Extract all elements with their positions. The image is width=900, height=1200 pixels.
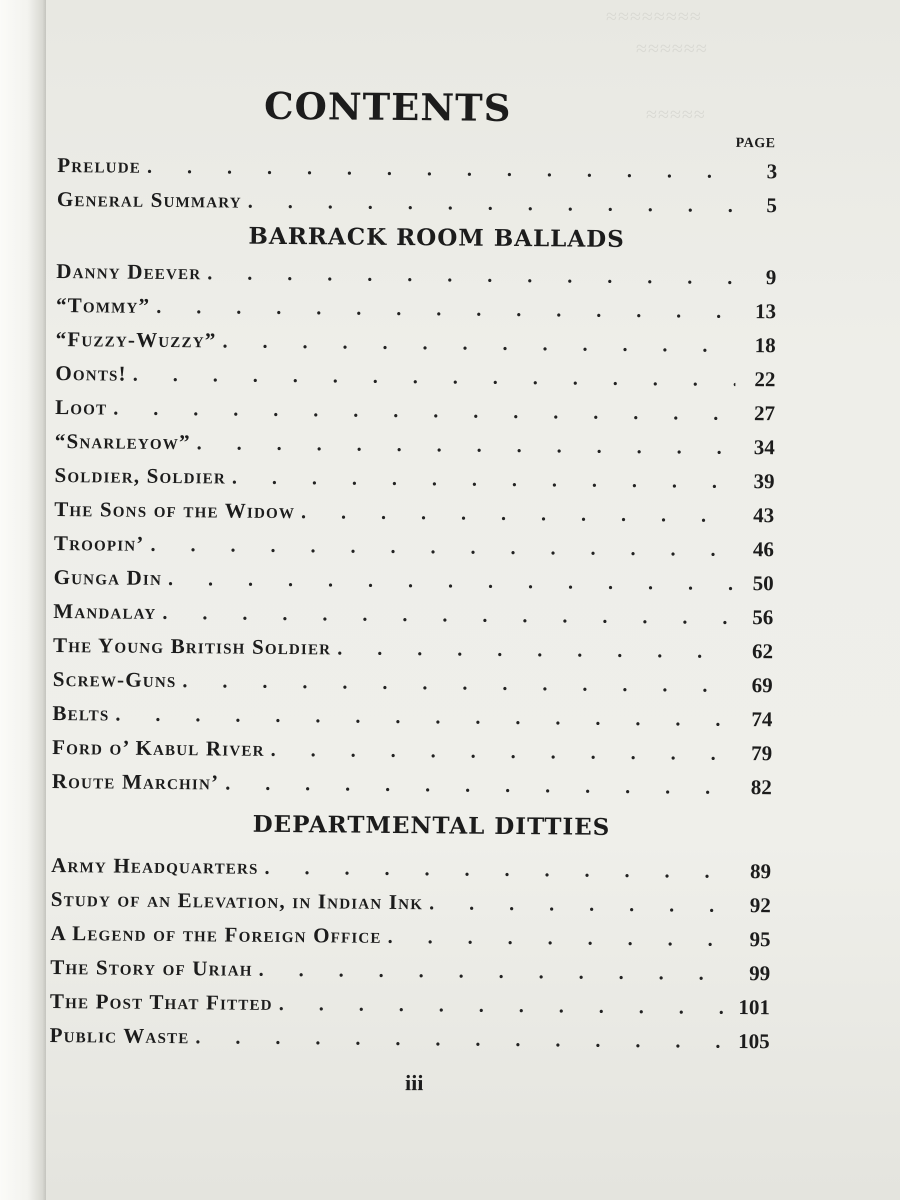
leader-dots — [207, 256, 736, 295]
toc-entry-page: 22 — [754, 367, 776, 392]
toc-entry-page: 99 — [749, 961, 771, 986]
toc-entry-title: Soldier, Soldier — [54, 462, 227, 489]
leader-dots — [168, 562, 734, 601]
bleed-through-text: ≈≈≈≈≈≈≈≈ — [606, 6, 702, 28]
toc-entry-page: 69 — [751, 673, 773, 698]
page-title: CONTENTS — [263, 83, 512, 130]
toc-entry-title: Oonts! — [55, 360, 127, 386]
leader-dots — [182, 664, 733, 703]
toc-entry — [57, 182, 777, 222]
leader-dots — [113, 391, 735, 430]
toc-entry — [50, 1018, 770, 1058]
toc-entry-page: 5 — [766, 193, 778, 218]
leader-dots — [301, 495, 734, 533]
toc-entry — [55, 356, 775, 396]
leader-dots — [279, 987, 730, 1025]
toc-entry-page: 3 — [766, 159, 778, 184]
toc-entry-page: 92 — [749, 893, 771, 918]
toc-entry-title: Troopin’ — [53, 530, 145, 556]
toc-entry-title: Study of an Elevation, in Indian Ink — [50, 886, 424, 915]
leader-dots — [156, 290, 736, 329]
toc-entry-title: Prelude — [57, 152, 142, 178]
toc-entry — [54, 492, 774, 532]
leader-dots — [264, 851, 731, 889]
toc-entry-title: The Young British Soldier — [52, 632, 332, 660]
toc-entry-page: 79 — [751, 741, 773, 766]
toc-entry-title: Belts — [52, 700, 110, 726]
toc-entry-title: Public Waste — [49, 1022, 190, 1049]
toc-entry-title: Screw-Guns — [52, 666, 177, 693]
toc-entry-page: 27 — [754, 401, 776, 426]
contents-page — [49, 80, 778, 1106]
section-heading-barrack-room-ballads: BARRACK ROOM BALLADS — [248, 222, 625, 253]
leader-dots — [232, 461, 735, 499]
toc-entry-title: A Legend of the Foreign Office — [50, 920, 382, 948]
toc-entry-title: Loot — [55, 394, 108, 420]
toc-entry-title: The Post That Fitted — [49, 988, 273, 1015]
leader-dots — [259, 953, 731, 991]
book-binding-edge — [0, 0, 46, 1200]
leader-dots — [150, 528, 734, 567]
toc-entry-title: General Summary — [56, 186, 242, 213]
toc-entry-page: 82 — [750, 775, 772, 800]
toc-entry-title: Route Marchin’ — [51, 768, 220, 795]
toc-entry-page: 50 — [752, 571, 774, 596]
toc-entry-page: 95 — [749, 927, 771, 952]
toc-entry-title: The Story of Uriah — [50, 954, 253, 981]
toc-entry-title: Ford o’ Kabul River — [52, 734, 265, 761]
toc-entry-page: 34 — [753, 435, 775, 460]
toc-entry-page: 39 — [753, 469, 775, 494]
leader-dots — [195, 1020, 729, 1059]
toc-entry — [56, 322, 776, 362]
toc-entry-title: “Fuzzy-Wuzzy” — [55, 326, 217, 353]
toc-entry-title: The Sons of the Widow — [54, 496, 296, 524]
toc-entry-page: 105 — [738, 1028, 770, 1054]
toc-entry-title: Danny Deever — [56, 258, 202, 285]
toc-entry-page: 46 — [752, 537, 775, 562]
toc-entry-page: 74 — [751, 707, 773, 732]
toc-entry-title: Gunga Din — [53, 564, 163, 590]
leader-dots — [222, 324, 735, 362]
toc-entry-title: “Snarleyow” — [54, 428, 191, 455]
page-column-label: PAGE — [735, 135, 776, 152]
toc-entry — [52, 764, 772, 804]
toc-entry — [53, 662, 773, 702]
leader-dots — [337, 631, 733, 668]
bleed-through-text: ≈≈≈≈≈≈ — [636, 38, 708, 60]
toc-entry-page: 101 — [738, 994, 771, 1020]
leader-dots — [388, 920, 731, 957]
section-heading-departmental-ditties: DEPARTMENTAL DITTIES — [252, 810, 611, 841]
bleed-through-text: ≈≈≈≈≈ — [646, 104, 706, 126]
page-number: iii — [404, 1070, 424, 1096]
toc-entry-page: 56 — [752, 605, 774, 630]
leader-dots — [271, 733, 733, 771]
toc-entry-title: Mandalay — [53, 598, 157, 624]
toc-entry-title: “Tommy” — [55, 292, 151, 318]
toc-entry-page: 89 — [750, 859, 772, 884]
leader-dots — [225, 766, 732, 804]
toc-entry-page: 9 — [765, 265, 777, 290]
leader-dots — [197, 426, 735, 465]
leader-dots — [133, 358, 736, 397]
toc-entry-page: 18 — [754, 333, 776, 358]
toc-entry — [56, 254, 776, 294]
leader-dots — [429, 886, 731, 923]
leader-dots — [248, 185, 737, 223]
toc-entry-page: 13 — [754, 299, 777, 324]
toc-entry-page: 62 — [751, 639, 774, 664]
toc-entry-title: Army Headquarters — [51, 852, 259, 879]
toc-entry-page: 43 — [753, 503, 775, 528]
